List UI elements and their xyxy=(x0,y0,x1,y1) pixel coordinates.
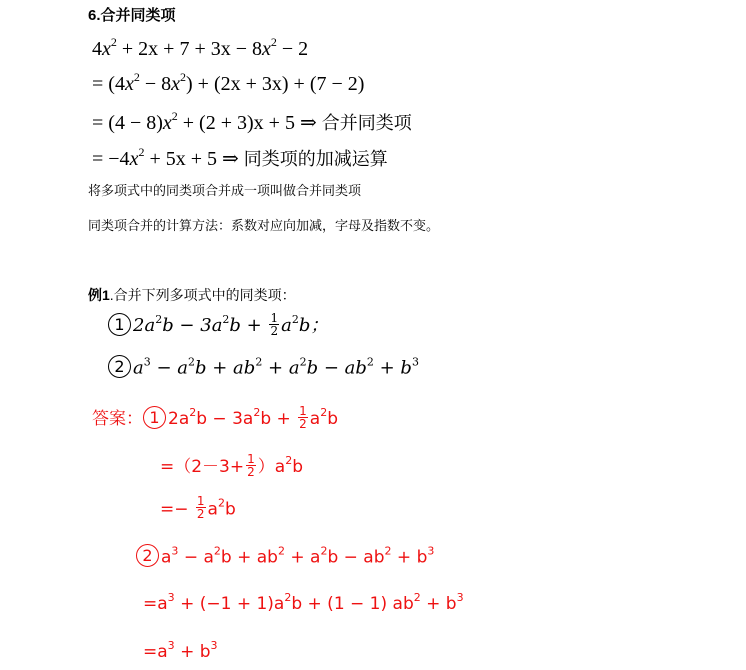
circled-number-2: 2 xyxy=(108,355,131,378)
circled-number-1: 1 xyxy=(143,406,166,429)
fraction: $\frac{1}{2}$ xyxy=(196,494,205,521)
fraction: $\frac{1}{2}$ xyxy=(270,310,279,338)
fraction: $\frac{1}{2}$ xyxy=(299,403,307,431)
circled-number-1: 1 xyxy=(108,313,131,336)
method-text: 同类项合并的计算方法：系数对应向加减，字母及指数不变。 xyxy=(88,218,440,233)
derivation-line-1: $4x^2 + 2x + 7 + 3x - 8x^2 - 2$ xyxy=(92,35,309,60)
answer-label: 答案： xyxy=(92,409,143,429)
example-item-2: 2 $a^3 - a^2b + ab^2 + a^2b - ab^2 + b^3$ xyxy=(108,357,419,380)
derivation-line-2: = $(4x^2 - 8x^2) + (2x + 3x) + (7 - 2)$ xyxy=(92,70,365,95)
answer-line-3: =− $\frac{1}{2}$ $a^2b$ xyxy=(160,494,236,521)
definition-text: 将多项式中的同类项合并成一项叫做合并同类项 xyxy=(88,183,362,198)
fraction: $\frac{1}{2}$ xyxy=(247,451,255,479)
section-title: 6.合并同类项 xyxy=(88,7,176,24)
example-label: 例1.合并下列多项式中的同类项： xyxy=(88,287,296,303)
derivation-note-arith: 同类项的加减运算 xyxy=(243,149,388,170)
derivation-line-3: = $(4 - 8)x^2 + (2 + 3)x + 5$ ⇒ 合并同类项 xyxy=(92,109,412,134)
answer-line-1: 答案： 1 $2a^2b - 3a^2b$ + $\frac{1}{2}$ $a^2b$ xyxy=(92,403,339,431)
answer-line-6: $=a^3 + b^3$ xyxy=(143,639,218,662)
derivation-line-4: = $-4x^2 + 5x + 5$ ⇒ 同类项的加减运算 xyxy=(92,145,388,170)
example-item-1: 1 $2a^2b - 3a^2b$ + $\frac{1}{2}$ $a^2b$； xyxy=(108,311,328,339)
answer-line-5: $=a^3 + (-1 + 1)a^2b + (1 - 1) ab^2 + b^3$ xyxy=(143,591,464,614)
circled-number-2: 2 xyxy=(136,544,159,567)
answer-line-2: =（2－3+ $\frac{1}{2}$ ）$a^2b$ xyxy=(160,451,303,479)
answer-line-4: 2 $a^3 - a^2b + ab^2 + a^2b - ab^2 + b^3$ xyxy=(136,546,434,569)
derivation-note-combine: 合并同类项 xyxy=(321,113,412,134)
